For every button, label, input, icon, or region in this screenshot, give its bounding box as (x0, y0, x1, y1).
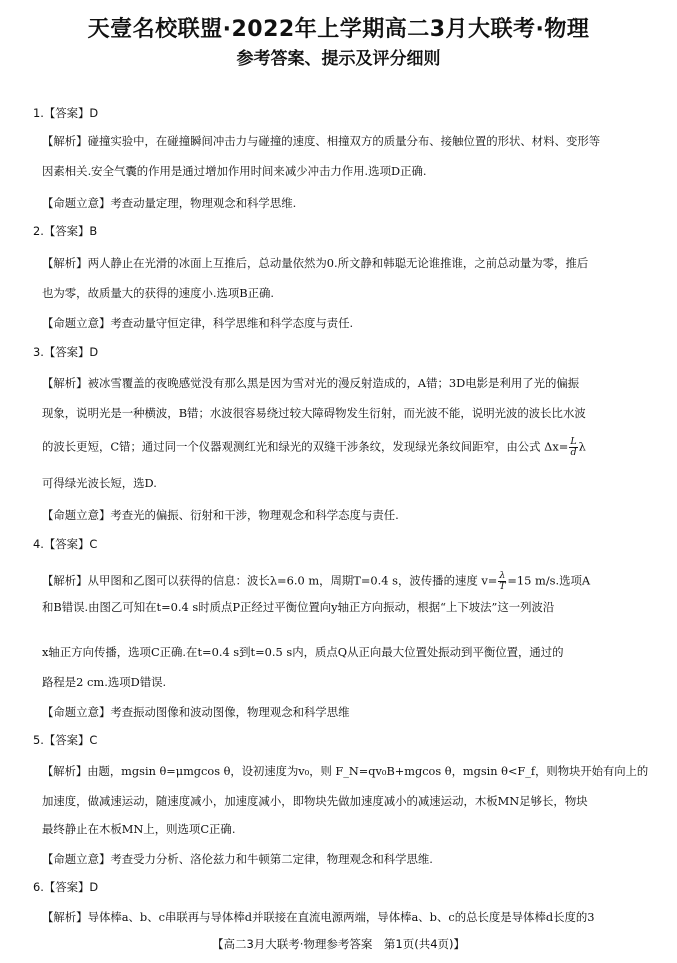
q2-analysis-line-1: 【解析】两人静止在光滑的冰面上互推后，总动量依然为0.所文静和韩聪无论谁推谁，之前总动量为零，推后 (42, 256, 589, 270)
q4-analysis-line-1 (42, 571, 590, 592)
q4-answer: 4.【答案】C (33, 537, 98, 551)
q5-analysis-line-3: 最终静止在木板MN上，则选项C正确. (42, 822, 236, 836)
q6-analysis-line-1: 【解析】导体棒a、b、c串联再与导体棒d并联接在直流电源两端，导体棒a、b、c的总长度是导体棒d长度的3 (42, 910, 595, 924)
q5-intent: 【命题立意】考查受力分析、洛伦兹力和牛顿第二定律，物理观念和科学思维. (42, 852, 433, 866)
fraction-numerator: L (570, 436, 577, 447)
q3-analysis-line-1: 【解析】被冰雪覆盖的夜晚感觉没有那么黑是因为雪对光的漫反射造成的，A错；3D电影是利用了光的偏振 (42, 376, 580, 390)
q5-analysis-line-1: 【解析】由题，mgsin θ=μmgcos θ，设初速度为v₀，则 F_N=qv₀B+mgcos θ，mgsin θ<F_f，则物块开始有向上的 (42, 764, 649, 778)
q1-intent: 【命题立意】考查动量定理，物理观念和科学思维. (42, 196, 297, 210)
page-title: 天壹名校联盟·2022年上学期高二3月大联考·物理 (87, 17, 590, 42)
q3-analysis-line-3 (42, 437, 586, 458)
q2-intent: 【命题立意】考查动量守恒定律，科学思维和科学态度与责任. (42, 316, 354, 330)
q1-answer: 1.【答案】D (33, 106, 99, 120)
q4-intent: 【命题立意】考查振动图像和波动图像，物理观念和科学思维 (42, 705, 350, 719)
fraction-denominator: T (499, 581, 506, 592)
q5-answer: 5.【答案】C (33, 733, 98, 747)
q4-line-1-tail: =15 m/s.选项A (507, 573, 591, 588)
q3-analysis-line-4: 可得绿光波长短，选D. (42, 476, 157, 490)
q6-answer: 6.【答案】D (33, 880, 99, 894)
q4-analysis-line-3: x轴正方向传播，选项C正确.在t=0.4 s到t=0.5 s内，质点Q从正向最大位置处振动到平衡位置，通过的 (42, 645, 564, 659)
page-footer: 【高二3月大联考·物理参考答案 第1页(共4页)】 (211, 937, 466, 951)
q3-line-3-text: 的波长更短，C错；通过同一个仪器观测红光和绿光的双缝干涉条纹，发现绿光条纹间距窄，由公式 Δx= (42, 439, 569, 454)
q1-analysis-line-1: 【解析】碰撞实验中，在碰撞瞬间冲击力与碰撞的速度、相撞双方的质量分布、接触位置的形状、材料、变形等 (42, 134, 601, 148)
q1-analysis-line-2: 因素相关.安全气囊的作用是通过增加作用时间来减少冲击力作用.选项D正确. (42, 164, 427, 178)
q2-answer: 2.【答案】B (33, 224, 98, 238)
q3-line-3-tail: λ (578, 439, 586, 454)
q4-analysis-line-4: 路程是2 cm.选项D错误. (42, 675, 167, 689)
fraction-l-over-d (569, 437, 577, 458)
page-subtitle: 参考答案、提示及评分细则 (236, 49, 441, 69)
q3-answer: 3.【答案】D (33, 345, 99, 359)
fraction-denominator: d (570, 447, 577, 458)
fraction-numerator: λ (499, 570, 506, 581)
q4-analysis-line-2: 和B错误.由图乙可知在t=0.4 s时质点P正经过平衡位置向y轴正方向振动，根据“上下坡法”这一列波沿 (42, 600, 555, 614)
q3-intent: 【命题立意】考查光的偏振、衍射和干涉，物理观念和科学态度与责任. (42, 508, 399, 522)
fraction-lambda-over-t (498, 571, 506, 592)
q3-analysis-line-2: 现象，说明光是一种横波，B错；水波很容易绕过较大障碍物发生衍射，而光波不能，说明光波的波长比水波 (42, 406, 586, 420)
q4-line-1-text: 【解析】从甲图和乙图可以获得的信息：波长λ=6.0 m，周期T=0.4 s，波传播的速度 v= (42, 573, 498, 588)
q5-analysis-line-2: 加速度，做减速运动，随速度减小，加速度减小，即物块先做加速度减小的减速运动，木板MN足够长，物块 (42, 794, 588, 808)
q2-analysis-line-2: 也为零，故质量大的获得的速度小.选项B正确. (42, 286, 275, 300)
